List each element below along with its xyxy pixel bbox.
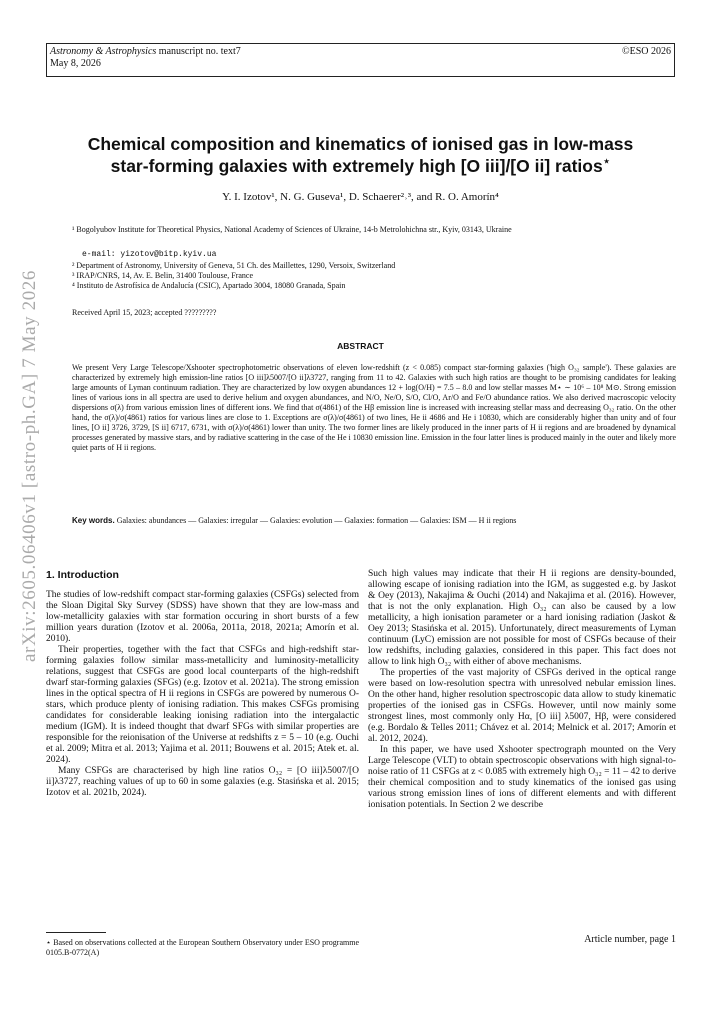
right-paragraph-1: Such high values may indicate that their H ii regions are density-bounded, allowing escape of ionising radiation into the IGM, as suggested e.g. by Jaskot & Oey (2013), Nakajima & Ouchi (2014) and Nakajima et al. (2016). However, that is not the only explanation. High O₃₂ can also be caused by a low metallicity, a high ionisation parameter or a hard ionising radiation (Jaskot & Oey 2013; Stasińska et al. 2015). Unfortunately, direct measurements of Lyman continuum (LyC) emission are not possible for most of CSFGs because of their low redshifts, including galaxies, considered in this paper. This fact does not allow to link high O₃₂ with either of above mechanisms. [368, 569, 676, 667]
paper-title [46, 133, 675, 177]
section-heading-introduction: 1. Introduction [46, 569, 119, 581]
abstract-body: We present Very Large Telescope/Xshooter spectrophotometric observations of eleven low-redshift (z < 0.085) compact star-forming galaxies ('high O₃₂ sample'). These galaxies are characterized by extremely high emission-line ratios [O iii]λ5007/[O ii]λ3727, ranging from 11 to 42. Galaxies with such high ratios are thought to be promising candidates for leaking large amounts of Lyman continuum radiation. They are characterized by low oxygen abundances 12 + log(O/H) = 7.5 – 8.0 and low stellar masses M⋆ ∼ 10⁶ – 10⁸ M⊙. Strong emission lines of various ions in all spectra are used to derive helium and oxygen abundances, and N/O, Ne/O, S/O, Cl/O, Ar/O and Fe/O abundance ratios. We also derived macroscopic velocity dispersions σ(λ) from various emission lines of different ions. We find that σ(4861) of the Hβ emission line is increased with increasing stellar mass and decreasing O₃₂ ratio. On the other hand, the σ(λ)/σ(4861) ratios for various lines are close to 1. Exceptions are σ(λ)/σ(4861) of two lines, He ii 4686 and He i 10830, which are considerably higher than unity and of four lines, [O ii] 3726, 3729, [S ii] 6717, 6731, with σ(λ)/σ(4861) lower than unity. The two former lines are likely produced in the inner parts of H ii regions and are broadened by dynamical processes generated by massive stars, and by radiative scattering in the case of the He i 10830 emission line. Emission in the four latter lines is produced mainly in the outer and likely more quiet parts of H ii regions. [72, 363, 676, 452]
intro-paragraph-1: The studies of low-redshift compact star-forming galaxies (CSFGs) selected from the Sloan Digital Sky Survey (SDSS) have shown that they are low-mass and low-metallicity galaxies with star formation occuring in short bursts of a few million years duration (Izotov et al. 2006a, 2011a, 2018, 2021a; Amorín et al. 2010). [46, 590, 359, 644]
title-line-2 [46, 155, 675, 177]
header-date: May 8, 2026 [50, 58, 101, 69]
author-list: Y. I. Izotov¹, N. G. Guseva¹, D. Schaerer²˒³, and R. O. Amorín⁴ [222, 191, 499, 203]
title-line-1: Chemical composition and kinematics of ionised gas in low-mass [87, 134, 634, 154]
affiliation-3: ³ IRAP/CNRS, 14, Av. E. Belin, 31400 Toulouse, France [72, 271, 254, 280]
intro-paragraph-3: Many CSFGs are characterised by high line ratios O₃₂ = [O iii]λ5007/[O ii]λ3727, reaching values of up to 60 in some galaxies (e.g. Stasińska et al. 2015; Izotov et al. 2021b, 2024). [46, 766, 359, 798]
contact-email[interactable]: e-mail: yizotov@bitp.kyiv.ua [82, 250, 217, 259]
page-footer: Article number, page 1 [584, 934, 676, 945]
affiliation-4: ⁴ Instituto de Astrofísica de Andalucía (CSIC), Apartado 3004, 18080 Granada, Spain [72, 281, 346, 290]
intro-paragraph-2: Their properties, together with the fact that CSFGs and high-redshift star-forming galaxies follow similar mass-metallicity and luminosity-metallicity relations, suggest that CSFGs are good local counterparts of the high-redshift dwarf star-forming galaxies (SFGs) (e.g. Izotov et al. 2021a). The strong emission lines in the optical spectra of H ii regions in CSFGs are powered by numerous O-stars, which produce plenty of ionising radiation. This makes CSFGs promising candidates for considerable leaking ionising radiation into the intergalactic medium (IGM). It is indeed thought that dwarf SFGs with similar properties are responsible for the reionisation of the Universe at redshifts z = 5 – 10 (e.g. Ouchi et al. 2009; Mitra et al. 2013; Yajima et al. 2011; Bouwens et al. 2015; Atek et. al. 2024). [46, 645, 359, 765]
journal-line [50, 46, 241, 58]
right-paragraph-3: In this paper, we have used Xshooter spectrograph mounted on the Very Large Telescope (VLT) to obtain spectroscopic observations with high signal-to-noise ratio of 11 CSFGs at z < 0.085 with extremely high O₃₂ = 11 – 42 to derive their chemical composition and to study kinematics of the ionised gas using various strong emission lines of ions of different elements and with different ionisation potentials. In Section 2 we describe [368, 745, 676, 810]
arxiv-stamp: arXiv:2605.06406v1 [astro-ph.GA] 7 May 2026 [19, 269, 40, 663]
affiliation-2: ² Department of Astronomy, University of Geneva, 51 Ch. des Maillettes, 1290, Versoix, Switzerland [72, 261, 396, 270]
abstract-heading: ABSTRACT [337, 341, 384, 351]
title-line-2-text: star-forming galaxies with extremely high [O iii]/[O ii] ratios [110, 156, 603, 176]
manuscript-number: manuscript no. text7 [158, 46, 241, 57]
footnote: ⋆ Based on observations collected at the European Southern Observatory under ESO programme 0105.B-0772(A) [46, 938, 359, 957]
header-copyright: ©ESO 2026 [622, 46, 671, 57]
received-date: Received April 15, 2023; accepted ????????? [72, 308, 217, 317]
left-column [46, 590, 359, 799]
keywords-block [72, 516, 676, 526]
journal-name: Astronomy & Astrophysics [50, 46, 157, 57]
right-column [368, 569, 676, 811]
footnote-rule [46, 932, 106, 933]
keywords-list: Galaxies: abundances — Galaxies: irregular — Galaxies: evolution — Galaxies: formation — Galaxies: ISM — H ii regions [116, 516, 517, 525]
title-footnote-star: ⋆ [602, 154, 611, 169]
affiliation-1: ¹ Bogolyubov Institute for Theoretical Physics, National Academy of Sciences of Ukraine, 14-b Metrolohichna str., Kyiv, 03143, Ukraine [72, 225, 512, 234]
right-paragraph-2: The properties of the vast majority of CSFGs derived in the optical range were based on low-resolution spectra with unresolved nebular emission lines. On the other hand, higher resolution spectroscopic data allow to study kinematic properties of the ionised gas in CSFGs. However, until now mainly some strongest lines, most commonly only Hα, [O iii] λ5007, Hβ, were considered (e.g. Bordalo & Telles 2011; Chávez et al. 2014; Melnick et al. 2017; Amorín et al. 2012, 2024). [368, 668, 676, 744]
keywords-label: Key words. [72, 516, 115, 525]
